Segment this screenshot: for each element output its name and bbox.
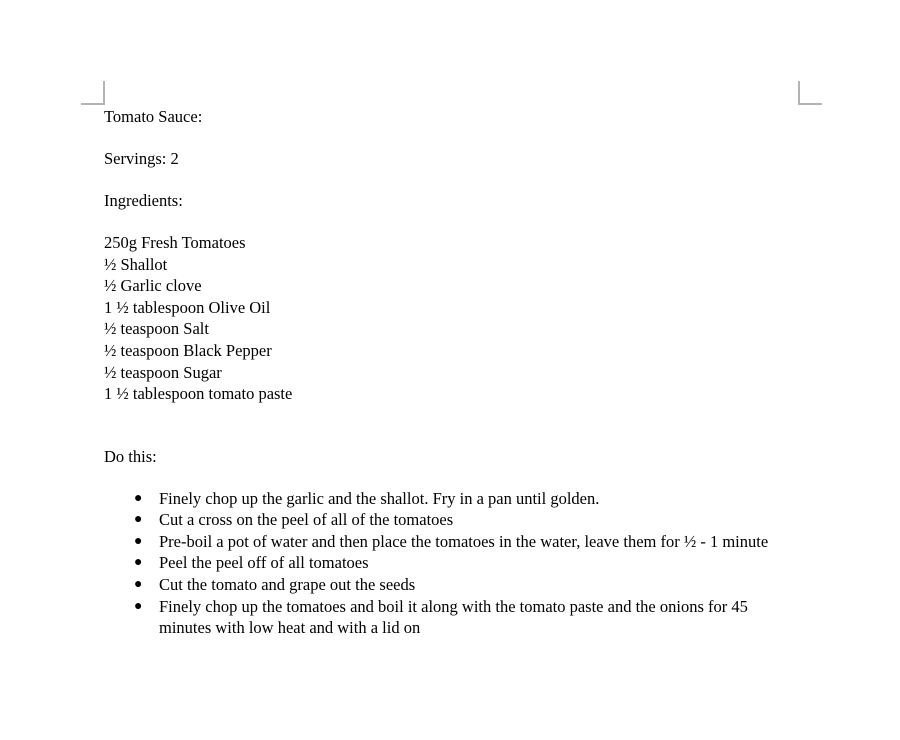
step-text: Cut a cross on the peel of all of the tomatoes [159,510,454,530]
bullet-icon: ● [134,533,143,549]
ingredient-item: ½ teaspoon Salt [104,319,209,339]
ingredient-item: 250g Fresh Tomatoes [104,232,246,252]
step-item [104,531,799,553]
ingredient-item: ½ Garlic clove [104,276,202,296]
ingredient-item: 1 ½ tablespoon Olive Oil [104,297,271,317]
bullet-icon: ● [134,598,143,614]
steps-heading: Do this: [104,446,157,466]
document-body[interactable] [104,106,824,639]
ingredient-item: ½ Shallot [104,254,168,274]
servings-line: Servings: 2 [104,148,179,168]
bullet-icon: ● [134,490,143,506]
step-text: Cut the tomato and grape out the seeds [159,575,416,595]
step-item [104,596,799,639]
steps-list [104,488,824,639]
step-text: Pre-boil a pot of water and then place the tomatoes in the water, leave them for ½ - 1 minute [159,531,769,551]
margin-corner-mark-left [81,81,105,105]
blank-lines [104,405,824,446]
step-item [104,552,799,574]
ingredients-heading: Ingredients: [104,190,183,210]
bullet-icon: ● [134,555,143,571]
ingredient-item: 1 ½ tablespoon tomato paste [104,384,293,404]
step-text: Peel the peel off of all tomatoes [159,553,369,573]
step-item [104,574,799,596]
step-text: Finely chop up the garlic and the shallot. Fry in a pan until golden. [159,488,600,508]
bullet-icon: ● [134,577,143,593]
step-item [104,488,799,510]
ingredients-list [104,232,824,405]
bullet-icon: ● [134,512,143,528]
recipe-title: Tomato Sauce: [104,107,203,126]
margin-corner-mark-right [798,81,822,105]
step-item [104,509,799,531]
step-text: Finely chop up the tomatoes and boil it along with the tomato paste and the onions for 45 minutes with low heat and with a lid on [159,596,748,638]
ingredient-item: ½ teaspoon Sugar [104,362,222,382]
ingredient-item: ½ teaspoon Black Pepper [104,340,272,360]
